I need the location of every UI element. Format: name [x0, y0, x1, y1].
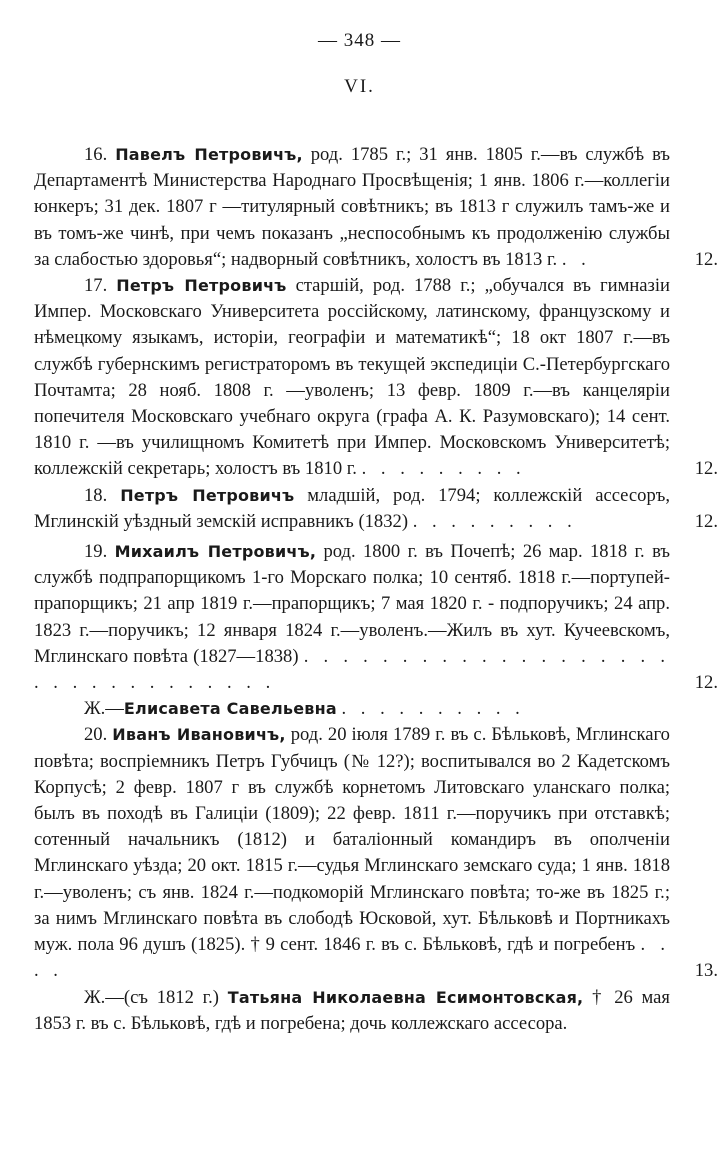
entry-19-wife [34, 696, 719, 722]
dot-leader: . . . . . . . . . . [341, 698, 525, 720]
person-name: Петръ Петровичъ [116, 276, 287, 296]
section-heading: VI. [344, 76, 375, 97]
entry-text [34, 985, 670, 1037]
entry-details: род. 1800 г. въ Почепѣ; 26 мар. 1818 г. въ службѣ подпрапорщикомъ 1-го Морскаго полка; 10 сентяб. 1818 г.—портупей-прапорщикъ; 21 апр 1819 г.—прапорщикъ; 7 мая 1820 г. - подпоручикъ; 24 апр. 1823 г.—поручикъ; 12 января 1824 г.—уволенъ.—Жилъ въ хут. Кучеевскомъ, Мглинскаго повѣта (1827—1838) [34, 541, 671, 667]
dot-leader: . . . . . . . . . [361, 458, 526, 480]
entry-text [34, 696, 670, 722]
entry-reference: 12. [694, 248, 718, 270]
entry-reference: 12. [694, 510, 718, 532]
entry-text [34, 722, 670, 984]
entry-details: † 26 мая 1853 г. въ с. Бѣльковѣ, гдѣ и погребена; дочь коллежскаго ассесора. [34, 986, 670, 1034]
entry-17 [34, 273, 719, 483]
entry-details: род. 1785 г.; 31 янв. 1805 г.—въ службѣ въ Департаментѣ Министерства Народнаго Просвѣщенія; 1 янв. 1806 г.—коллегіи юнкеръ; 31 дек. 1807 г —титулярный совѣтникъ; въ 1813 г служилъ тамъ-же и въ томъ-же чинѣ, при чемъ показанъ „неспособнымъ къ продолженію службы за слабостью здоровья“; надворный совѣтникъ, холостъ въ 1813 г. [34, 144, 671, 270]
person-name: Елисавета Савельевна [123, 699, 337, 719]
entry-details: род. 20 іюля 1789 г. въ с. Бѣльковѣ, Мглинскаго повѣта; воспріемникъ Петръ Губчицъ (№ 12?); воспитывался во 2 Кадетскомъ Корпусѣ; 2 февр. 1807 г въ службѣ корнетомъ Литовскаго уланскаго полка; былъ въ походѣ въ Галиціи (1809); 22 февр. 1811 г.—поручикъ при отставкѣ; сотенный начальникъ (1812) и баталіонный командиръ въ ополченіи Мглинскаго уѣзда; 20 окт. 1815 г.—судья Мглинскаго земскаго суда; 1 янв. 1818 г.—уволенъ; съ янв. 1824 г.—подкоморій Мглинскаго повѣта; то-же въ 1825 г.; за нимъ Мглинскаго повѣта въ слободѣ Юсковой, хут. Бѣльковѣ и Портникахъ муж. пола 96 душъ (1825). † 9 сент. 1846 г. въ с. Бѣльковѣ, гдѣ и погребенъ [34, 724, 670, 956]
person-name: Павелъ Петровичъ, [115, 145, 303, 164]
entry-16 [34, 142, 719, 273]
dot-leader: . . . . . . . . . . . . . . . . . . . . . . . . . . . . . . . . [34, 645, 670, 694]
entry-20 [34, 722, 719, 984]
person-name: Петръ Петровичъ [120, 485, 295, 505]
page-number: — 348 — [318, 30, 401, 51]
person-name: Татьяна Николаевна Есимонтовская, [227, 987, 584, 1007]
entry-18 [34, 483, 719, 535]
entry-reference: 13. [694, 960, 718, 982]
genealogy-body [34, 142, 719, 1037]
entry-number: 18. [84, 484, 108, 506]
dot-leader: . . [561, 248, 591, 270]
entry-reference: 12. [694, 458, 718, 480]
dot-leader: . . . . . . . . . [412, 510, 577, 532]
person-name: Иванъ Ивановичъ, [112, 725, 286, 745]
entry-reference: 12. [694, 672, 718, 694]
entry-number: 17. [84, 275, 108, 297]
entry-details: старшій, род. 1788 г.; „обучался въ гимназіи Импер. Московскаго Университета россійскому, латинскому, французскому и нѣмецкому языкамъ, исторіи, географіи и математикѣ“; 18 окт 1807 г.—въ службѣ губернскимъ регистраторомъ въ текущей экспедиціи С.-Петербургскаго Почтамта; 28 нояб. 1808 г. —уволенъ; 13 февр. 1809 г.—въ канцеляріи попечителя Московскаго учебнаго округа (графа А. К. Разумовскаго); 14 сент. 1810 г. —въ училищномъ Комитетѣ при Импер. Московскомъ Университетѣ; коллежскій секретарь; холостъ въ 1810 г. [34, 275, 671, 480]
entry-details: младшій, род. 1794; коллежскій ассесоръ, Мглинскій уѣздный земскій исправникъ (1832) [34, 484, 671, 532]
dot-leader: . . . . [34, 934, 671, 982]
entry-number: 16. [84, 144, 108, 165]
entry-19 [34, 539, 719, 696]
entry-number: 19. [84, 541, 108, 563]
entry-20-wife [34, 985, 719, 1037]
person-name: Михаилъ Петровичъ, [114, 542, 317, 562]
entry-text [34, 539, 670, 696]
entry-number: Ж.— [84, 698, 124, 720]
entry-text [34, 142, 670, 273]
entry-number: 20. [84, 724, 108, 746]
entry-text [34, 273, 670, 483]
entry-text [34, 483, 670, 535]
entry-number: Ж.—(съ 1812 г.) [84, 986, 219, 1008]
